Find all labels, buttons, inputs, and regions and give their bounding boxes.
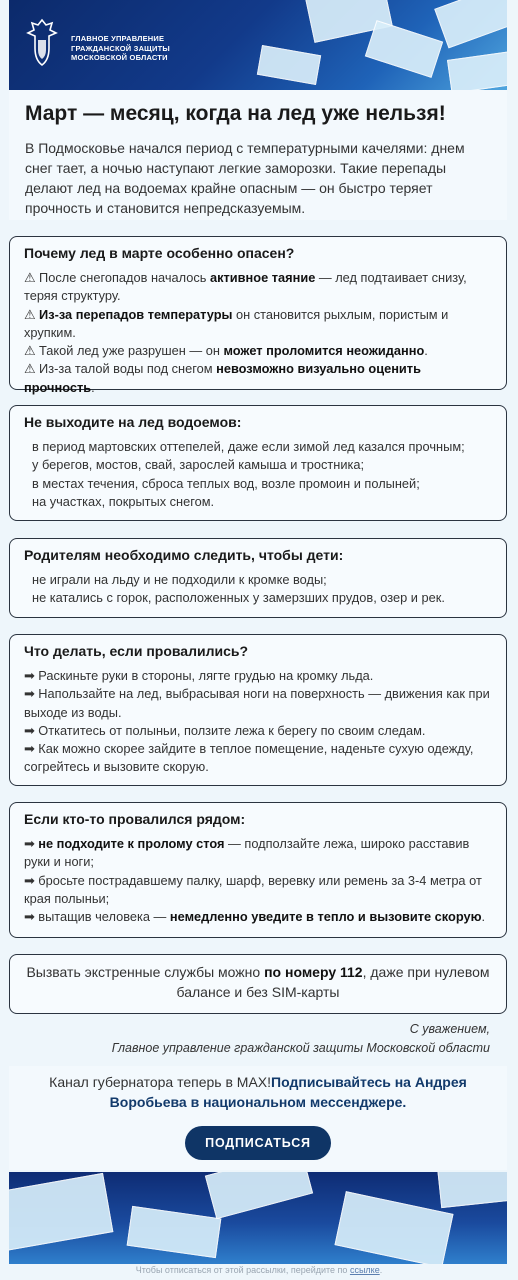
- signature-line: С уважением,: [409, 1022, 490, 1036]
- intro-section: [9, 90, 507, 220]
- card-line: ➡ Раскиньте руки в стороны, лягте грудью на кромку льда.: [24, 668, 374, 683]
- org-line: ГЛАВНОЕ УПРАВЛЕНИЕ: [71, 34, 165, 43]
- card-title: Почему лед в марте особенно опасен?: [24, 245, 295, 261]
- someone-fell-card: [9, 802, 507, 938]
- text: ⚠: [24, 306, 40, 322]
- card-line: [24, 342, 492, 360]
- org-name: [71, 34, 170, 63]
- text: .: [91, 379, 95, 395]
- ice-floe-shape: [127, 1206, 222, 1258]
- bold-text: активное таяние: [210, 270, 316, 285]
- card-line: ➡ бросьте пострадавшему палку, шарф, веревку или ремень за 3-4 метра от: [24, 872, 482, 888]
- bold-text: Из-за перепадов температуры: [39, 306, 233, 322]
- text: ⚠ Из-за талой воды под снегом: [24, 361, 217, 377]
- ice-floe-shape: [447, 50, 507, 90]
- header-banner: [9, 0, 507, 90]
- card-line: ➡ Напользайте на лед, выбрасывая ноги на поверхность — движения как при: [24, 686, 490, 702]
- card-line: [24, 269, 492, 287]
- emergency-line: балансе и без SIM-карты: [176, 984, 340, 1000]
- card-line: края полыньи;: [24, 890, 110, 906]
- card-line: [24, 908, 492, 926]
- bold-text: не подходите к пролому стоя: [38, 836, 225, 851]
- text: — подползайте лежа, широко расставив: [224, 836, 470, 851]
- subscribe-button[interactable]: ПОДПИСАТЬСЯ: [185, 1126, 331, 1160]
- parents-card: [9, 538, 507, 618]
- card-line: ➡ Как можно скорее зайдите в теплое помещение, наденьте сухую одежду,: [24, 741, 474, 757]
- org-line: МОСКОВСКОЙ ОБЛАСТИ: [71, 53, 168, 62]
- if-fell-through-card: [9, 634, 507, 786]
- card-line: хрупким.: [24, 324, 76, 340]
- ice-floe-shape: [257, 45, 321, 85]
- text: ⚠ После снегопадов началось: [24, 270, 210, 285]
- card-line: [24, 835, 492, 853]
- ice-floe-shape: [205, 1172, 313, 1219]
- unsubscribe-note: [0, 1265, 518, 1275]
- intro-text: В Подмосковье начался период с температурными качелями: днем снег тает, а ночью наступают легкие заморозки. Такие перепады делают лед на водоемах крайне опасным — он быстро теряет прочность и становится непредсказуемым.: [25, 140, 465, 216]
- text: ➡ вытащив человека —: [24, 909, 170, 925]
- card-line: теряя структуру.: [24, 288, 121, 304]
- list-item: в местах течения, сброса теплых вод, возле промоин и полыней;: [32, 475, 420, 491]
- promo-text: [9, 1066, 507, 1112]
- why-dangerous-card: [9, 236, 507, 395]
- dont-go-on-ice-card: [9, 405, 507, 521]
- list-item: у берегов, мостов, свай, зарослей камыша и тростника;: [32, 457, 365, 473]
- ice-floe-shape: [9, 1173, 113, 1251]
- card-line: согрейтесь и вызовите скорую.: [24, 759, 209, 775]
- ice-floe-shape: [365, 20, 443, 78]
- bold-text: немедленно уведите в тепло и вызовите скорую: [169, 909, 482, 925]
- promo-link[interactable]: Подписывайтесь на Андрея: [271, 1074, 467, 1090]
- card-line: руки и ноги;: [24, 854, 94, 870]
- emergency-line: [10, 962, 506, 982]
- text: ➡: [24, 836, 39, 851]
- text: Канал губернатора теперь в MAX!: [49, 1074, 272, 1090]
- card-line: [24, 306, 492, 324]
- promo-section: [9, 1066, 507, 1170]
- page-title: Март — месяц, когда на лед уже нельзя!: [25, 102, 446, 125]
- list-item: не катались с горок, расположенных у замерзших прудов, озер и рек.: [32, 590, 445, 606]
- card-line: выходе из воды.: [24, 704, 122, 720]
- emergency-card: [9, 954, 507, 1014]
- text: .: [424, 343, 428, 359]
- org-line: ГРАЖДАНСКОЙ ЗАЩИТЫ: [71, 43, 170, 53]
- unsubscribe-link[interactable]: ссылке: [349, 1265, 380, 1275]
- text: .: [481, 909, 486, 925]
- list-item: в период мартовских оттепелей, даже если зимой лед казался прочным;: [32, 439, 465, 454]
- text: ⚠ Такой лед уже разрушен — он: [24, 343, 224, 359]
- text: — лед подтаивает снизу,: [315, 270, 467, 285]
- list-item: не играли на льду и не подходили к кромке воды;: [32, 572, 327, 587]
- footer-banner: [9, 1172, 507, 1264]
- signature-line: Главное управление гражданской защиты Московской области: [111, 1041, 490, 1055]
- card-title: Если кто-то провалился рядом:: [24, 811, 246, 827]
- text: , даже при нулевом: [362, 964, 490, 980]
- signature: [112, 1020, 490, 1058]
- promo-link[interactable]: Воробьева в национальном мессенджере.: [109, 1094, 407, 1110]
- bold-text: невозможно визуально оценить прочность: [24, 361, 421, 395]
- coat-of-arms-icon: [25, 18, 59, 68]
- text: .: [379, 1265, 383, 1275]
- card-title: Не выходите на лед водоемов:: [24, 414, 242, 430]
- text: Чтобы отписаться от этой рассылки, перейдите по: [135, 1265, 350, 1275]
- bold-text: может проломится неожиданно: [223, 343, 425, 359]
- text: Вызвать экстренные службы можно: [26, 964, 265, 980]
- card-line: [24, 360, 492, 397]
- ice-floe-shape: [334, 1191, 453, 1264]
- card-title: Что делать, если провалились?: [24, 643, 249, 659]
- card-title: Родителям необходимо следить, чтобы дети:: [24, 547, 344, 563]
- text: он становится рыхлым, пористым и: [232, 306, 449, 322]
- card-line: ➡ Откатитесь от полыньи, ползите лежа к берегу по своим следам.: [24, 722, 426, 738]
- bold-text: по номеру 112: [264, 964, 363, 980]
- ice-floe-shape: [434, 0, 507, 48]
- list-item: на участках, покрытых снегом.: [32, 493, 215, 509]
- ice-floe-shape: [437, 1172, 507, 1208]
